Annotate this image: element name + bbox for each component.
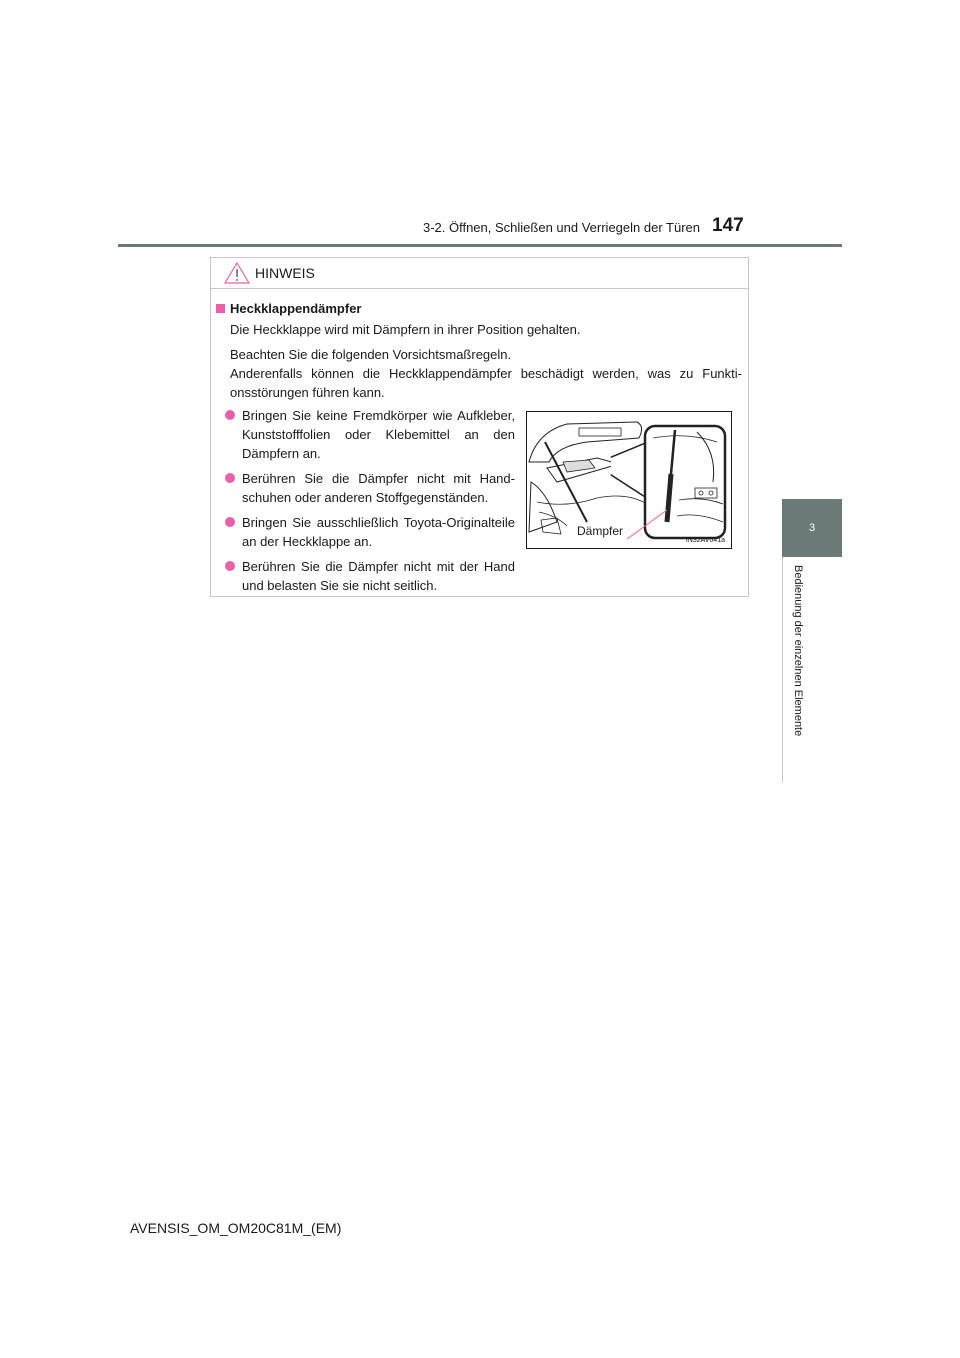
section-heading [216,301,362,316]
bullet-dot-icon [225,473,235,483]
list-item [225,557,515,595]
page-number: 147 [712,215,744,236]
header-rule [118,244,842,247]
list-item [225,406,515,463]
figure-code: IN32AV041a [685,537,725,544]
list-item-text: Berühren Sie die Dämpfer nicht mit Handschuhen oder anderen Stoffgegenständen. [242,471,515,505]
paragraph-dampers: Die Heckklappe wird mit Dämpfern in ihrer Position gehalten. [230,322,581,337]
section-heading-text: Heckklappendämpfer [230,301,362,316]
list-item-text: Berühren Sie die Dämpfer nicht mit der Hand und belasten Sie sie nicht seitlich. [242,559,515,593]
bullet-dot-icon [225,410,235,420]
side-rule [782,557,783,782]
list-item-text: Bringen Sie ausschließlich Toyota-Originalteile an der Heckklappe an. [242,515,515,549]
paragraph-consequence-line2: onsstörungen führen kann. [230,385,385,400]
list-item [225,513,515,551]
warning-triangle-icon [224,262,250,284]
chapter-label-text: Bedienung der einzelnen Elemente [792,565,804,737]
tailgate-damper-illustration [526,411,732,549]
square-bullet-icon [216,304,225,313]
tailgate-line-drawing [527,412,732,549]
paragraph-consequence-line1: Anderenfalls können die Heckklappendämpfer beschädigt werden, was zu Funkti- [230,366,742,381]
precaution-list [225,406,515,601]
notice-title: HINWEIS [255,265,315,281]
bullet-dot-icon [225,517,235,527]
document-code: AVENSIS_OM_OM20C81M_(EM) [130,1220,342,1236]
paragraph-precautions: Beachten Sie die folgenden Vorsichtsmaßregeln. [230,347,512,362]
list-item [225,469,515,507]
notice-box [210,257,749,597]
damper-callout-label: Dämpfer [577,524,624,538]
chapter-tab: 3 [782,499,842,557]
list-item-text: Bringen Sie keine Fremdkörper wie Aufkleber, Kunststofffolien oder Klebemittel an den Dämpfern an. [242,408,515,461]
chapter-side-label [788,565,804,775]
bullet-dot-icon [225,561,235,571]
notice-header [211,258,748,289]
header-section-title: 3-2. Öffnen, Schließen und Verriegeln der Türen [422,220,700,235]
